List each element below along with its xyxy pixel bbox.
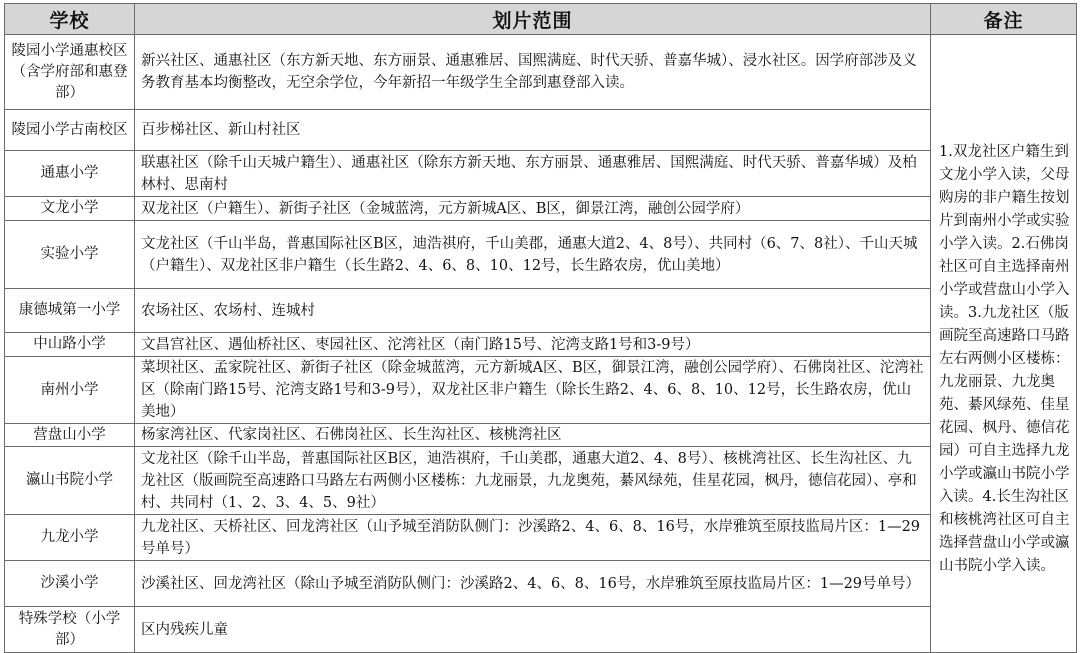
table-row: [5, 561, 1077, 607]
table-row: [5, 515, 1077, 561]
district-range: 沙溪社区、回龙湾社区（除山予城至消防队侧门：沙溪路2、4、6、8、16号，水岸雅筑至原技监局片区：1—29号单号）: [135, 561, 931, 607]
district-range: 文龙社区（千山半岛，普惠国际社区B区，迪浩祺府，千山美郡，通惠大道2、4、8号）、共同村（6、7、8社）、千山天城（户籍生）、双龙社区非户籍生（长生路2、4、6、8、10、12号，长生路农房，优山美地）: [135, 221, 931, 289]
school-name: 陵园小学通惠校区（含学府部和惠登部）: [5, 35, 135, 110]
school-name: 营盘山小学: [5, 424, 135, 447]
table-row: [5, 197, 1077, 221]
table-row: [5, 110, 1077, 151]
table-row: [5, 151, 1077, 197]
district-range: 杨家湾社区、代家岗社区、石佛岗社区、长生沟社区、核桃湾社区: [135, 424, 931, 447]
header-school: 学校: [5, 4, 135, 35]
table-row: [5, 357, 1077, 424]
table-row: [5, 424, 1077, 447]
school-name: 通惠小学: [5, 151, 135, 197]
table-row: [5, 221, 1077, 289]
district-range: 菜坝社区、孟家院社区、新街子社区（除金城蓝湾，元方新城A区、B区，御景江湾，融创公园学府）、石佛岗社区、沱湾社区（除南门路15号、沱湾支路1号和3-9号），双龙社区非户籍生（除长生路2、4、6、8、10、12号，长生路农房，优山美地）: [135, 357, 931, 424]
district-range: 区内残疾儿童: [135, 607, 931, 653]
table-row: [5, 333, 1077, 357]
table-row: [5, 447, 1077, 515]
header-row: [5, 4, 1077, 35]
school-district-table: [4, 3, 1077, 653]
district-range: 百步梯社区、新山村社区: [135, 110, 931, 151]
district-range: 九龙社区、天桥社区、回龙湾社区（山予城至消防队侧门：沙溪路2、4、6、8、16号，水岸雅筑至原技监局片区：1—29号单号）: [135, 515, 931, 561]
district-range: 新兴社区、通惠社区（东方新天地、东方丽景、通惠雅居、国熙满庭、时代天骄、普嘉华城）、浸水社区。因学府部涉及义务教育基本均衡整改，无空余学位，今年新招一年级学生全部到惠登部入读。: [135, 35, 931, 110]
table-row: [5, 289, 1077, 333]
district-range: 联惠社区（除千山天城户籍生）、通惠社区（除东方新天地、东方丽景、通惠雅居、国熙满庭、时代天骄、普嘉华城）及柏林村、思南村: [135, 151, 931, 197]
table-row: [5, 607, 1077, 653]
district-range: 农场社区、农场村、连城村: [135, 289, 931, 333]
school-name: 九龙小学: [5, 515, 135, 561]
school-name: 陵园小学古南校区: [5, 110, 135, 151]
header-range: 划片范围: [135, 4, 931, 35]
school-name: 特殊学校（小学部）: [5, 607, 135, 653]
school-name: 南州小学: [5, 357, 135, 424]
district-range: 文龙社区（除千山半岛，普惠国际社区B区，迪浩祺府，千山美郡，通惠大道2、4、8号）、核桃湾社区、长生沟社区、九龙社区（版画院至高速路口马路左右两侧小区楼栋：九龙丽景，九龙奥苑，綦风绿苑，佳星花园，枫丹，德信花园）、亭和村、共同村（1、2、3、4、5、9社）: [135, 447, 931, 515]
school-name: 沙溪小学: [5, 561, 135, 607]
school-name: 中山路小学: [5, 333, 135, 357]
school-name: 文龙小学: [5, 197, 135, 221]
remarks: 1.双龙社区户籍生到文龙小学入读，父母购房的非户籍生按划片到南州小学或实验小学入读。2.石佛岗社区可自主选择南州小学或营盘山小学入读。3.九龙社区（版画院至高速路口马路左右两侧小区楼栋：九龙丽景、九龙奥苑、綦风绿苑、佳星花园、枫丹、德信花园）可自主选择九龙小学或瀛山书院小学入读。4.长生沟社区和核桃湾社区可自主选择营盘山小学或瀛山书院小学入读。: [931, 35, 1077, 653]
school-name: 康德城第一小学: [5, 289, 135, 333]
table-row: [5, 35, 1077, 110]
school-name: 实验小学: [5, 221, 135, 289]
school-name: 瀛山书院小学: [5, 447, 135, 515]
header-note: 备注: [931, 4, 1077, 35]
district-range: 双龙社区（户籍生）、新街子社区（金城蓝湾，元方新城A区、B区，御景江湾，融创公园学府）: [135, 197, 931, 221]
district-range: 文昌宫社区、遇仙桥社区、枣园社区、沱湾社区（南门路15号、沱湾支路1号和3-9号）: [135, 333, 931, 357]
